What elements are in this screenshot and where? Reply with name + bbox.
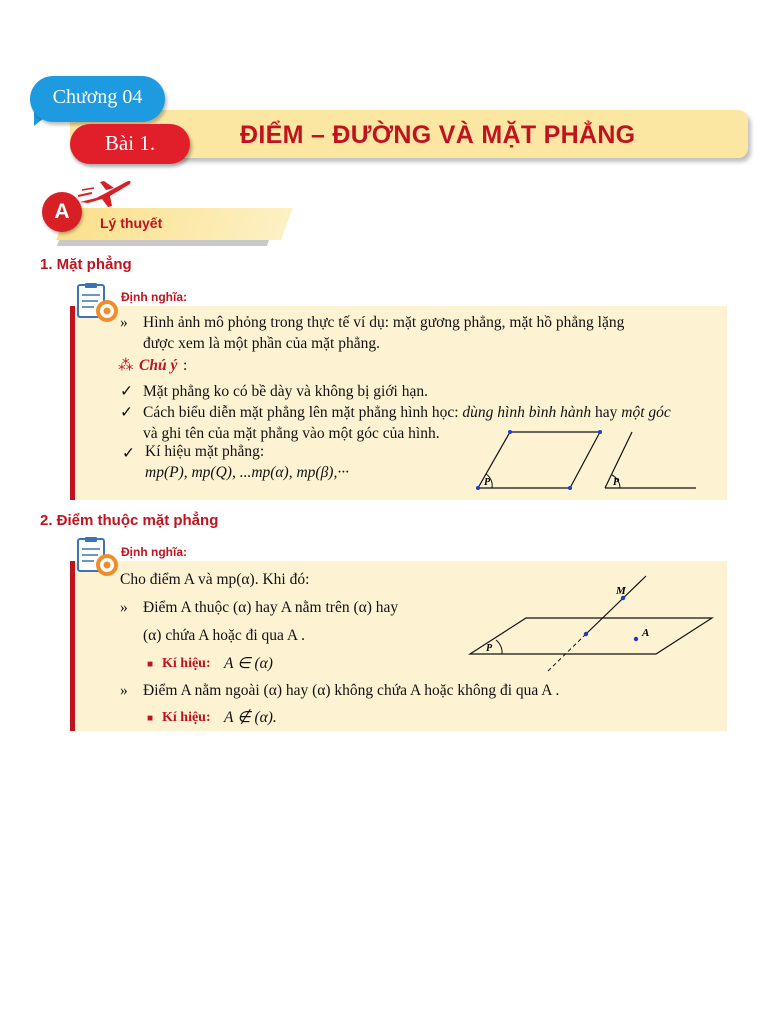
plane-notation: mp(P), mp(Q), ...mp(α), mp(β),··· — [145, 464, 349, 481]
note-bullet-2-line2: và ghi tên của mặt phẳng vào một góc của hình. — [143, 425, 440, 442]
note-bullet-2: Cách biểu diễn mặt phẳng lên mặt phẳng hình học: dùng hình bình hành hay một góc — [143, 404, 671, 421]
plane-representation-figure — [470, 424, 710, 499]
section-letter-badge: A — [42, 192, 82, 232]
figure-label-a: A — [642, 627, 650, 639]
page-title: ĐIỂM – ĐƯỜNG VÀ MẶT PHẲNG — [240, 121, 636, 149]
square-bullet-icon: ■ — [147, 659, 154, 670]
check-icon: ✓ — [120, 383, 133, 400]
definition-intro: Cho điểm A và mp(α). Khi đó: — [120, 571, 310, 588]
symbol-value-1: A ∈ (α) — [224, 655, 273, 672]
point-on-plane-figure — [466, 574, 716, 674]
check-icon: ✓ — [120, 404, 133, 421]
item1-line2: (α) chứa A hoặc đi qua A . — [143, 627, 306, 644]
definition-label-1: Định nghĩa: — [121, 290, 187, 304]
note-label: Chú ý — [139, 357, 178, 374]
clipboard-target-icon — [76, 537, 122, 579]
bullet-marker: » — [120, 682, 128, 699]
definition-line-1: Hình ảnh mô phỏng trong thực tế ví dụ: mặt gương phẳng, mặt hồ phẳng lặng — [143, 314, 625, 331]
asterism-icon: ⁂ — [118, 357, 134, 374]
item1-line1: Điểm A thuộc (α) hay A nằm trên (α) hay — [143, 599, 399, 616]
heading-part2: 2. Điểm thuộc mặt phẳng — [40, 512, 219, 529]
chapter-label: Chương 04 — [52, 86, 143, 108]
item2-line: Điểm A nằm ngoài (α) hay (α) không chứa A hoặc không đi qua A . — [143, 682, 560, 699]
figure-label-p2: P — [613, 477, 620, 488]
check-icon: ✓ — [122, 445, 135, 462]
note-colon: : — [183, 357, 188, 374]
symbol-label-2: Kí hiệu: — [162, 710, 211, 725]
square-bullet-icon: ■ — [147, 713, 154, 724]
note-bullet-3: Kí hiệu mặt phẳng: — [145, 443, 265, 460]
definition-box-2-bar — [70, 561, 75, 731]
definition-box-1-bar — [70, 306, 75, 500]
bullet-marker: » — [120, 314, 128, 331]
airplane-icon — [76, 176, 134, 210]
section-underline — [57, 240, 269, 246]
section-banner — [56, 208, 293, 240]
symbol-value-2: A ∉ (α). — [224, 709, 277, 726]
clipboard-target-icon — [76, 283, 122, 325]
lesson-label: Bài 1. — [104, 131, 156, 155]
note-bullet-1: Mặt phẳng ko có bề dày và không bị giới hạn. — [143, 383, 428, 400]
heading-part1: 1. Mặt phẳng — [40, 256, 132, 273]
bullet-marker: » — [120, 599, 128, 616]
definition-line-2: được xem là một phần của mặt phẳng. — [143, 335, 380, 352]
symbol-label-1: Kí hiệu: — [162, 656, 211, 671]
figure-label-m: M — [616, 585, 626, 597]
definition-label-2: Định nghĩa: — [121, 545, 187, 559]
section-label: Lý thuyết — [100, 215, 163, 231]
figure-label-p1: P — [484, 477, 491, 488]
figure-label-p: P — [486, 643, 493, 654]
